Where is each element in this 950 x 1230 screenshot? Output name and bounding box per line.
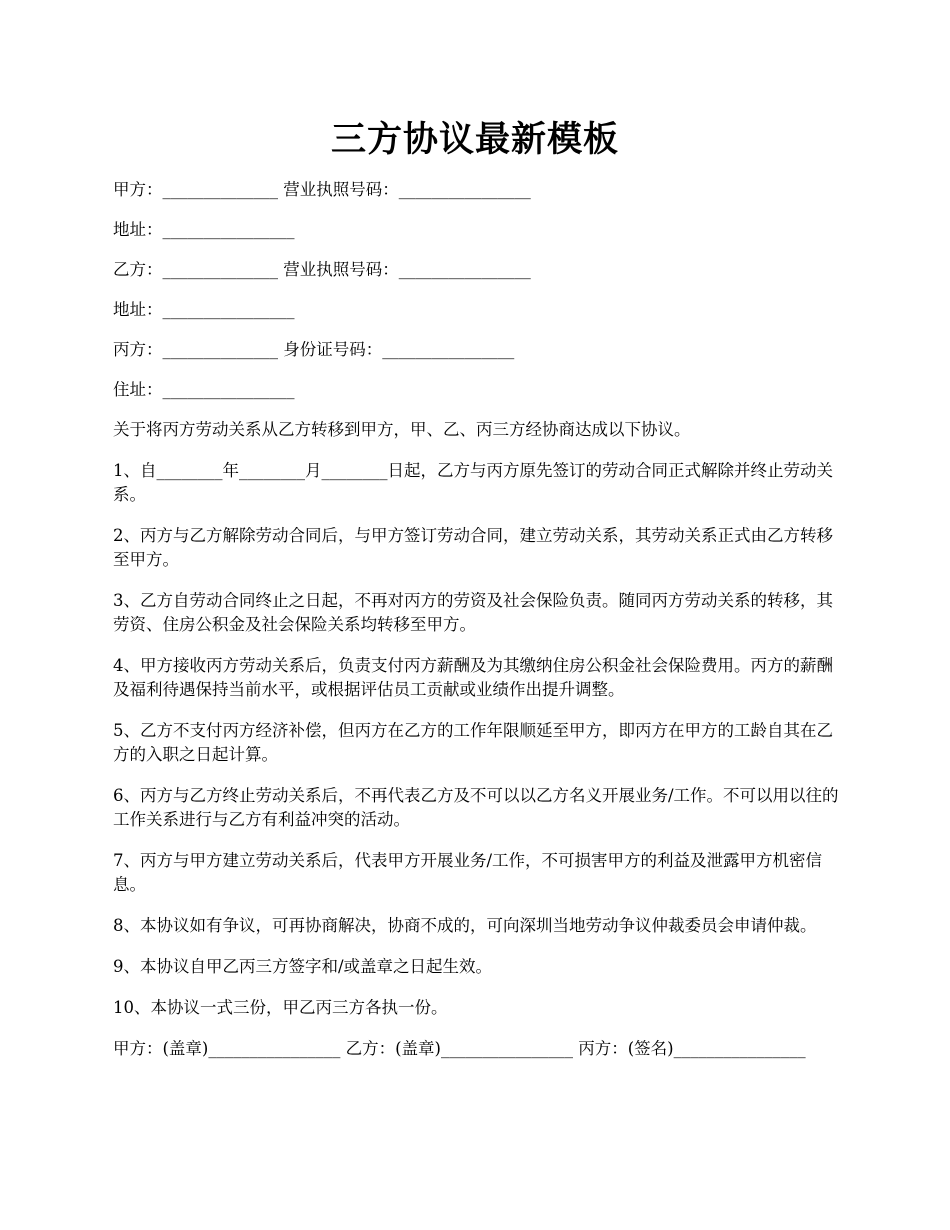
agreement-intro: 关于将丙方劳动关系从乙方转移到甲方，甲、乙、丙三方经协商达成以下协议。 — [113, 420, 691, 439]
clause-1: 1、自________年________月________日起，乙方与丙方原先签订的劳动合同正式解除并终止劳动关系。 — [113, 461, 833, 504]
party-c-address: 住址：________________ — [113, 380, 295, 399]
clause-10: 10、本协议一式三份，甲乙丙三方各执一份。 — [113, 998, 448, 1017]
clause-6: 6、丙方与乙方终止劳动关系后，不再代表乙方及不可以以乙方名义开展业务/工作。不可以用以往的工作关系进行与乙方有利益冲突的活动。 — [113, 786, 839, 829]
document-body — [113, 178, 843, 1078]
party-a-address: 地址：________________ — [113, 220, 295, 239]
clause-8: 8、本协议如有争议，可再协商解决，协商不成的，可向深圳当地劳动争议仲裁委员会申请仲裁。 — [113, 916, 817, 935]
clause-2: 2、丙方与乙方解除劳动合同后，与甲方签订劳动合同，建立劳动关系，其劳动关系正式由乙方转移至甲方。 — [113, 526, 833, 569]
clause-3: 3、乙方自劳动合同终止之日起，不再对丙方的劳资及社会保险负责。随同丙方劳动关系的转移，其劳资、住房公积金及社会保险关系均转移至甲方。 — [113, 591, 833, 634]
party-c-line: 丙方：______________ 身份证号码：________________ — [113, 340, 515, 359]
clause-7: 7、丙方与甲方建立劳动关系后，代表甲方开展业务/工作，不可损害甲方的利益及泄露甲方机密信息。 — [113, 851, 823, 894]
clause-5: 5、乙方不支付丙方经济补偿，但丙方在乙方的工作年限顺延至甲方，即丙方在甲方的工龄自其在乙方的入职之日起计算。 — [113, 721, 833, 764]
party-b-address: 地址：________________ — [113, 300, 295, 319]
party-b-line: 乙方：______________ 营业执照号码：________________ — [113, 260, 531, 279]
signature-line: 甲方：(盖章)________________ 乙方：(盖章)________________ 丙方：(签名)________________ — [113, 1039, 806, 1058]
document-title: 三方协议最新模板 — [330, 119, 619, 160]
party-a-line: 甲方：______________ 营业执照号码：________________ — [113, 180, 531, 199]
clause-9: 9、本协议自甲乙丙三方签字和/或盖章之日起生效。 — [113, 957, 493, 976]
clause-4: 4、甲方接收丙方劳动关系后，负责支付丙方薪酬及为其缴纳住房公积金社会保险费用。丙方的薪酬及福利待遇保持当前水平，或根据评估员工贡献或业绩作出提升调整。 — [113, 656, 833, 699]
